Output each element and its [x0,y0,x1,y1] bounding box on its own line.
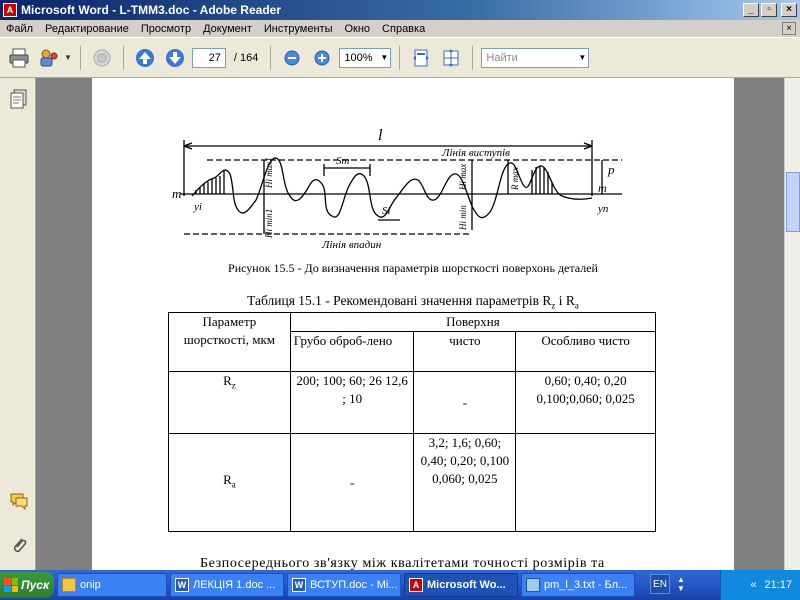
menu-help[interactable]: Справка [382,22,426,35]
table-cell: 0,60; 0,40; 0,20 0,100;0,060; 0,025 [516,372,656,434]
figure-label-yi: yi [194,201,202,213]
zoom-in-icon [313,49,331,67]
table-header-rough: Грубо оброб-лено [290,332,414,372]
language-indicator[interactable]: EN [650,574,670,594]
page-number-input[interactable]: 27 [192,48,226,68]
menu-document[interactable]: Документ [203,22,252,35]
hand-tool-icon [91,47,113,69]
attachments-icon[interactable] [8,534,30,556]
next-page-button[interactable] [162,45,188,71]
start-button[interactable] [0,572,54,598]
document-page [92,78,734,570]
print-button[interactable] [6,45,32,71]
scrollbar-thumb[interactable] [786,172,800,232]
table-cell: - [414,372,516,434]
fit-width-icon [441,48,461,68]
taskbar-item-lecture[interactable]: W ЛЕКЦІЯ 1.doc ... [170,573,284,597]
pages-icon[interactable] [8,88,30,110]
vertical-scrollbar[interactable] [784,78,800,570]
close-button[interactable]: × [781,3,797,17]
windows-logo-icon [4,578,18,592]
figure-label-p: p [608,162,615,177]
zoom-out-button[interactable] [279,45,305,71]
body-paragraph: Безпосереднього зв'язку між квалітетами точності розмірів та [200,556,605,570]
figure-label-m-left: m [172,186,182,201]
chevron-down-icon: ▼ [380,52,389,62]
table-cell: - [290,434,414,532]
adobe-reader-icon: A [409,578,423,592]
table-cell: 3,2; 1,6; 0,60; 0,40; 0,20; 0,100 0,060; 0,025 [414,434,516,532]
window-title: Microsoft Word - L-TMM3.doc - Adobe Reader [21,3,281,17]
taskbar-item-notepad[interactable]: pm_l_3.txt - Бл... [521,573,635,597]
zoom-select[interactable] [339,48,391,68]
previous-page-button[interactable] [132,45,158,71]
toolbar [0,38,800,78]
zoom-in-button[interactable] [309,45,335,71]
figure-label-valleys-line: Лінія впадин [322,239,382,251]
figure-label-yn: yn [598,203,609,215]
tray-expand-icon[interactable]: « [750,579,757,591]
tools-disabled-button[interactable] [89,45,115,71]
figure-label-hi-max1: Hi max1 [264,157,274,188]
table-header-surface: Поверхня [290,313,655,332]
folder-icon [62,578,76,592]
restore-button[interactable]: ▫ [761,3,777,17]
roughness-table [168,312,656,532]
word-icon: W [175,578,189,592]
menu-tools[interactable]: Инструменты [263,22,333,35]
minimize-button[interactable]: _ [743,3,759,17]
search-input[interactable] [481,48,589,68]
search-placeholder: Найти [486,51,518,64]
menu-file[interactable]: Файл [6,22,34,35]
adobe-reader-icon: A [3,3,17,17]
start-label: Пуск [21,578,50,592]
document-view[interactable] [36,78,784,570]
table-cell: 200; 100; 60; 26 12,6 ; 10 [290,372,414,434]
fit-width-button[interactable] [438,45,464,71]
notepad-icon [526,578,540,592]
title-bar [0,0,800,20]
clock: 21:17 [764,579,792,591]
page-total-label: / 164 [233,51,259,64]
table-row [169,372,656,434]
navigation-panel [0,78,36,570]
figure-label-m-right: m [598,181,607,195]
figure-label-hi-min1: Hi min1 [264,208,274,238]
table-header-clean: чисто [414,332,516,372]
table-header-parameter: Параметр шорсткості, мкм [169,313,291,372]
arrow-down-icon [164,47,186,69]
figure-label-l: l [378,127,383,144]
menu-window[interactable]: Окно [344,22,371,35]
figure-label-r-max: R max [510,167,520,190]
figure-label-si: Si [382,205,391,217]
zoom-out-icon [283,49,301,67]
figure-label-sm: Sm [336,155,350,167]
system-tray [720,570,800,600]
fit-page-button[interactable] [408,45,434,71]
menu-edit[interactable]: Редактирование [45,22,129,35]
menu-view[interactable]: Просмотр [140,22,192,35]
table-cell [516,434,656,532]
figure-label-hi-min: Hi min [458,205,468,230]
taskbar-item-vstup[interactable]: W ВСТУП.doc - Mi... [287,573,401,597]
share-icon [38,47,60,69]
roughness-profile-figure [172,126,622,261]
language-menu-icon[interactable]: ▲ ▼ [677,575,685,593]
figure-caption: Рисунок 15.5 - До визначення параметрів шорсткості поверхонь деталей [228,261,598,275]
taskbar [0,570,800,600]
table-cell-ra: $R_a$ [169,434,291,532]
arrow-up-icon [134,47,156,69]
collaborate-button[interactable] [36,45,62,71]
printer-icon [8,47,30,69]
word-icon: W [292,578,306,592]
table-header-very-clean: Особливо чисто [516,332,656,372]
document-close-button[interactable]: × [782,22,796,35]
table-row [169,434,656,532]
taskbar-item-onip[interactable]: onip [57,573,167,597]
zoom-value: 100% [344,51,373,64]
collaborate-dropdown-icon[interactable]: ▼ [64,53,72,62]
taskbar-item-adobe-reader[interactable]: A Microsoft Wo... [404,573,518,597]
fit-page-icon [411,48,431,68]
menu-bar [0,20,800,38]
figure-label-peaks-line: Лінія виступів [442,147,510,159]
comments-icon[interactable] [8,490,30,512]
figure-label-hi-max: Hi max [458,163,468,190]
table-title: Таблиця 15.1 - Рекомендовані значення параметрів $R_z$ і $R_a$ [247,293,579,311]
table-cell-rz: $R_z$ [169,372,291,434]
search-dropdown-icon: ▼ [578,52,587,62]
